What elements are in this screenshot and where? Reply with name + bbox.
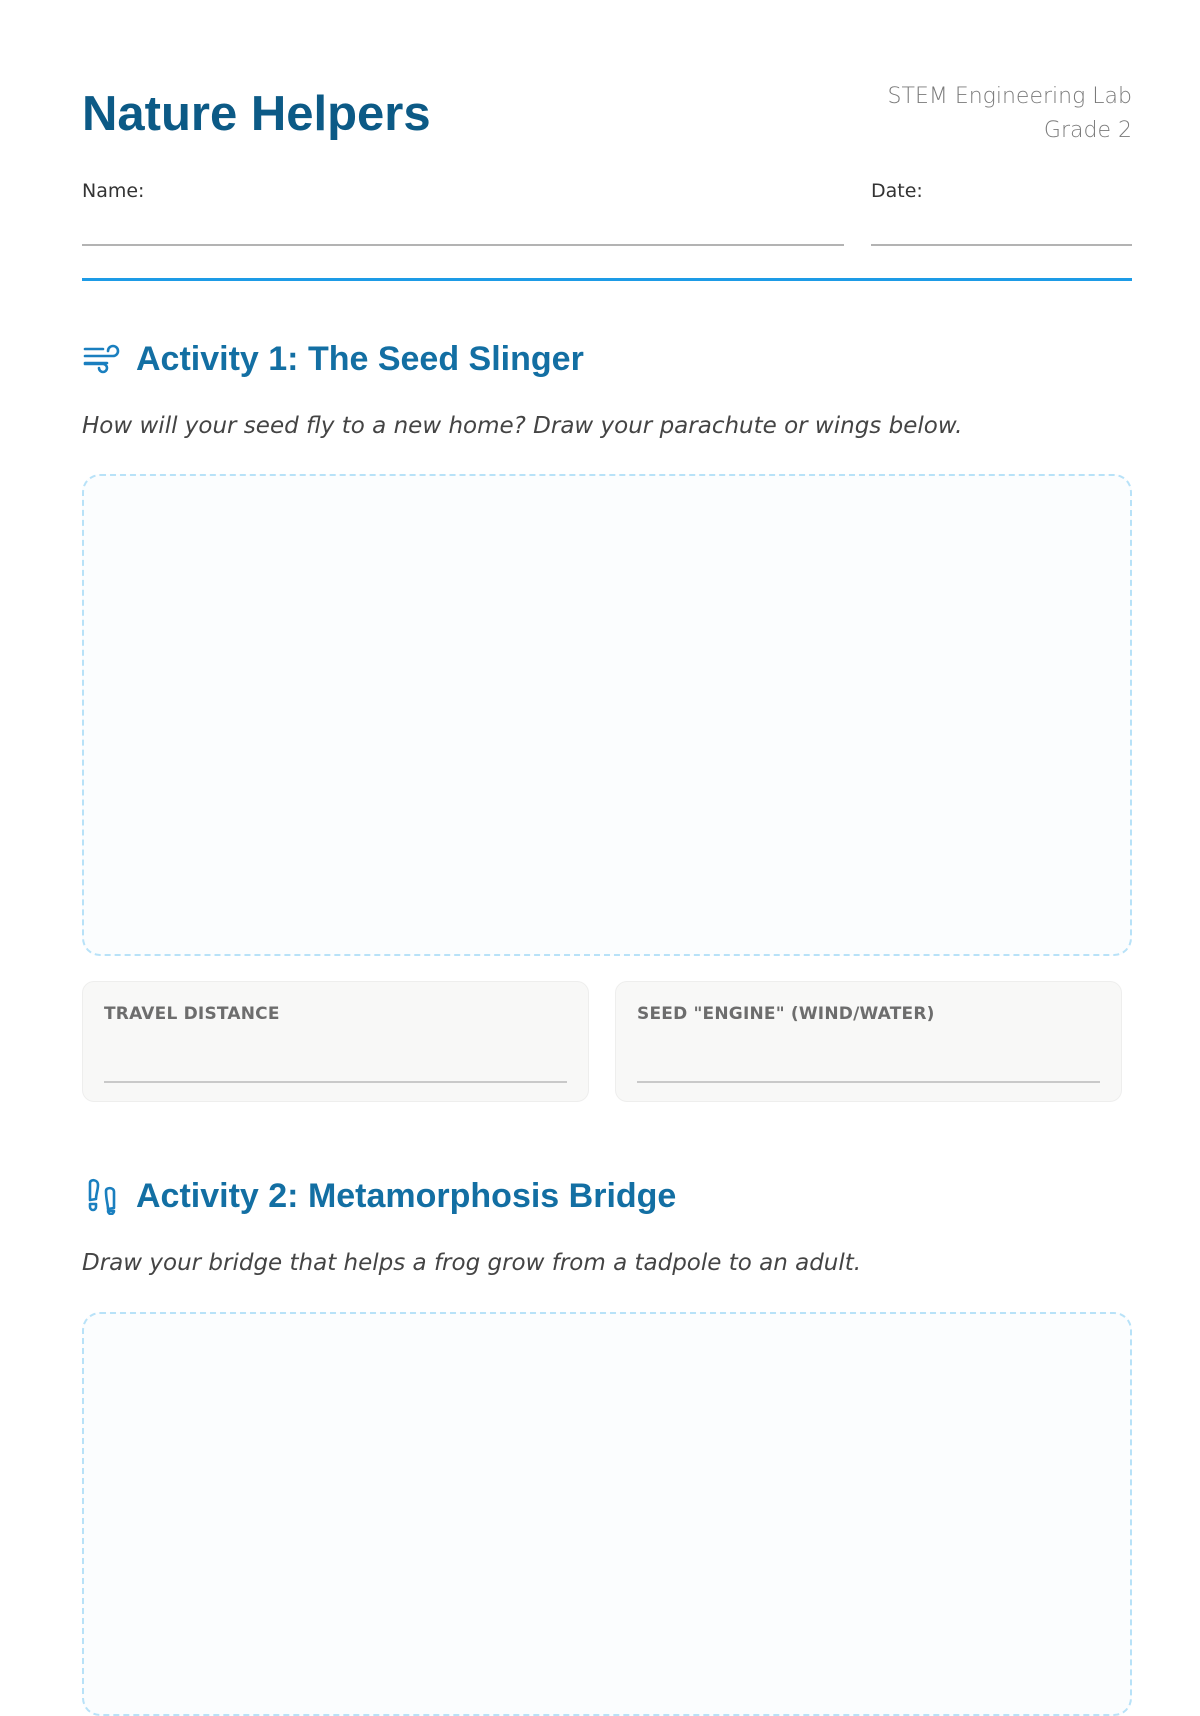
seed-engine-card[interactable]	[615, 981, 1122, 1102]
travel-distance-card[interactable]	[82, 981, 589, 1102]
activity-2-title: Activity 2: Metamorphosis Bridge	[136, 1177, 677, 1215]
activity-1-title: Activity 1: The Seed Slinger	[136, 340, 584, 378]
grade-label: Grade 2	[1043, 118, 1132, 143]
activity-2-prompt: Draw your bridge that helps a frog grow from a tadpole to an adult.	[82, 1250, 862, 1276]
page-title: Nature Helpers	[82, 87, 431, 141]
activity-2-heading	[82, 1174, 676, 1218]
course-meta	[888, 80, 1132, 148]
wind-icon	[82, 339, 122, 379]
seed-engine-line	[637, 1081, 1100, 1083]
activity-1-prompt: How will your seed fly to a new home? Draw your parachute or wings below.	[82, 413, 963, 439]
travel-distance-line	[104, 1081, 567, 1083]
name-field[interactable]	[82, 176, 844, 246]
activity-2-drawing-area[interactable]	[82, 1312, 1132, 1716]
activity-1-heading	[82, 337, 584, 381]
footprints-icon	[82, 1176, 122, 1216]
activity-1-drawing-area[interactable]	[82, 474, 1132, 956]
worksheet-header	[82, 0, 1132, 170]
seed-engine-label: SEED "ENGINE" (WIND/WATER)	[637, 1004, 935, 1024]
program-label: STEM Engineering Lab	[887, 84, 1132, 109]
header-divider	[82, 278, 1132, 281]
date-field[interactable]	[871, 176, 1132, 246]
worksheet-page	[82, 0, 1132, 1276]
travel-distance-label: TRAVEL DISTANCE	[104, 1004, 280, 1024]
date-label: Date:	[871, 180, 923, 202]
name-label: Name:	[82, 180, 145, 202]
